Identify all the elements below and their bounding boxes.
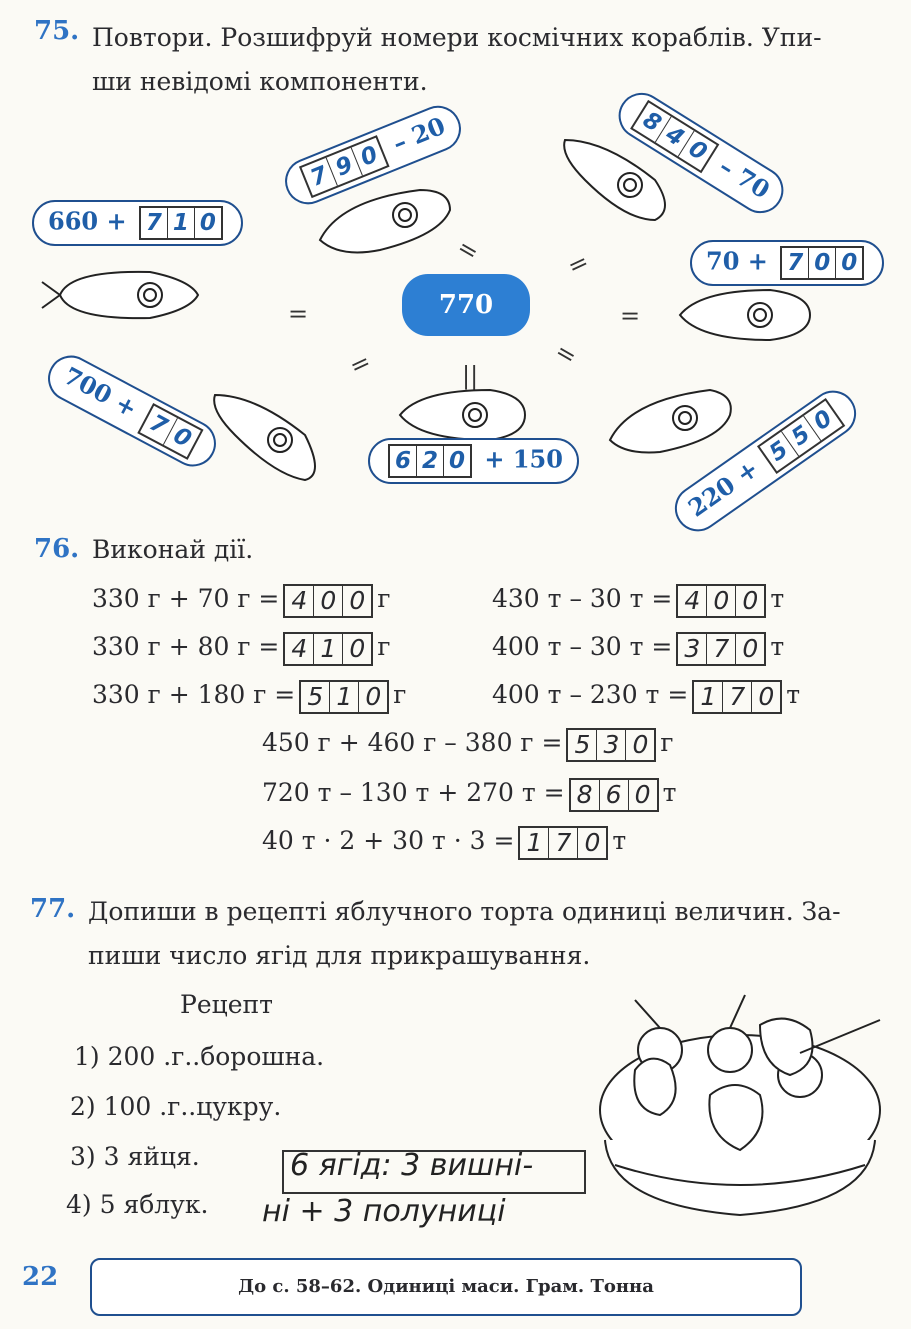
rocket-icon: [660, 285, 820, 345]
handwritten-line-1: 6 ягід: 3 вишні-: [290, 1148, 534, 1183]
rocket-expression-right: – 20: [388, 110, 450, 158]
recipe-item: 3) 3 яйця.: [70, 1142, 200, 1171]
equals-sign: =: [345, 347, 376, 381]
equation-row: 450 г + 460 г – 380 г = 5 3 0 г: [262, 726, 674, 762]
exercise-77-number: 77.: [30, 894, 76, 924]
exercise-76-number: 76.: [34, 534, 80, 564]
equation-row: 330 г + 70 г = 4 0 0 г: [92, 582, 390, 618]
equation-row: 330 г + 180 г = 5 1 0 г: [92, 678, 406, 714]
answer-box: 7 0 0: [780, 246, 864, 280]
exercise-75-text-line1: Повтори. Розшифруй номери космічних кораблів. Упи-: [92, 23, 822, 52]
rocket-icon: [380, 385, 530, 445]
answer-box: 7 9 0: [299, 135, 390, 198]
answer-box: 7 0: [137, 403, 203, 460]
answer-box: 8 4 0: [630, 100, 719, 173]
rocket-pill-1: [32, 200, 243, 246]
equation-row: 430 т – 30 т = 4 0 0 т: [492, 582, 784, 618]
equals-sign: =: [452, 232, 484, 268]
exercise-77-text-line2: пиши число ягід для прикрашування.: [88, 941, 591, 970]
handwritten-line-2: ні + 3 полуниці: [262, 1194, 506, 1229]
recipe-item: 2) 100 .г..цукру.: [70, 1092, 282, 1121]
equation-row: 330 г + 80 г = 4 1 0 г: [92, 630, 390, 666]
rocket-expression-left: 220 +: [682, 453, 764, 523]
exercise-76-title: Виконай дії.: [92, 535, 254, 564]
recipe-title: Рецепт: [180, 990, 273, 1019]
recipe-item: 1) 200 .г..борошна.: [74, 1042, 325, 1071]
rocket-expression-right: + 150: [484, 444, 563, 474]
rocket-pill-4: [690, 240, 884, 286]
equals-sign: =: [620, 302, 641, 330]
page-number: 22: [22, 1262, 59, 1292]
answer-box: 6 2 0: [388, 444, 472, 478]
equals-sign: =: [550, 336, 582, 372]
equals-sign: =: [288, 300, 309, 328]
rocket-expression-left: 700 +: [59, 360, 143, 424]
cake-icon: [590, 990, 890, 1230]
recipe-item: 4) 5 яблук.: [66, 1190, 209, 1219]
equals-sign: =: [563, 247, 594, 281]
answer-box: 7 1 0: [139, 206, 223, 240]
rocket-icon: [40, 260, 200, 330]
rocket-expression-right: – 70: [714, 151, 776, 205]
equation-row: 400 т – 30 т = 3 7 0 т: [492, 630, 784, 666]
center-value-badge: 770: [402, 274, 530, 336]
rocket-icon: [195, 375, 335, 485]
exercise-77-text-line1: Допиши в рецепті яблучного торта одиниці величин. За-: [88, 897, 841, 926]
answer-box: 5 5 0: [757, 398, 845, 474]
parallel-sign: ||: [462, 362, 479, 390]
footer-caption: До с. 58–62. Одиниці маси. Грам. Тонна: [90, 1258, 802, 1316]
exercise-75-text-line2: ши невідомі компоненти.: [92, 67, 428, 96]
exercise-75-number: 75.: [34, 16, 80, 46]
rocket-icon: [590, 380, 740, 460]
rocket-expression-left: 660 +: [48, 206, 127, 236]
equation-row: 720 т – 130 т + 270 т = 8 6 0 т: [262, 776, 676, 812]
equation-row: 400 т – 230 т = 1 7 0 т: [492, 678, 800, 714]
equation-row: 40 т · 2 + 30 т · 3 = 1 7 0 т: [262, 824, 626, 860]
rocket-expression-left: 70 +: [706, 246, 768, 276]
rocket-pill-6: [368, 438, 579, 484]
